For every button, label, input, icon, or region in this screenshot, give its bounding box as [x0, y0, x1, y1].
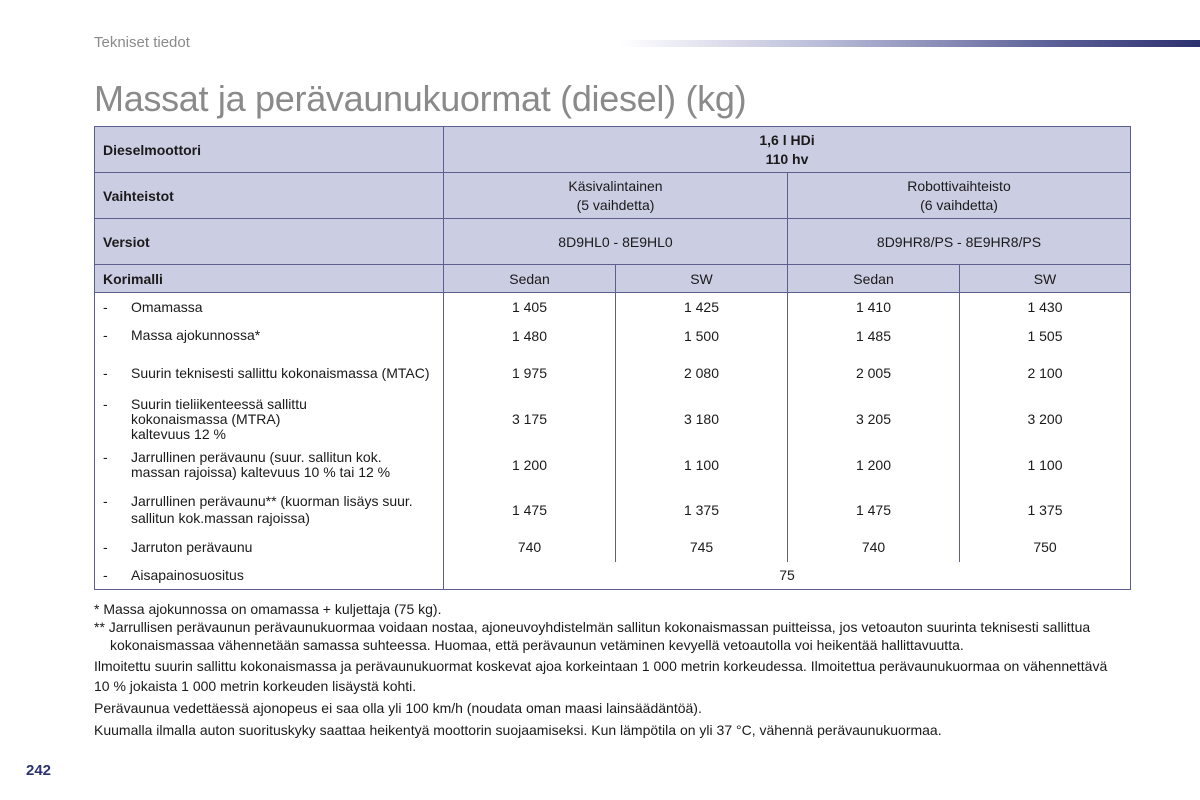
header-gradient-bar [620, 40, 1200, 47]
value-cell: 1 430 [960, 293, 1131, 322]
body-type-cell: Sedan [444, 265, 616, 293]
row-dash: - [103, 364, 108, 381]
value-cell: 2 080 [616, 350, 788, 397]
value-cell: 2 100 [960, 350, 1131, 397]
gearbox-robot-line1: Robottivaihteisto [907, 177, 1011, 194]
value-cell: 1 375 [616, 488, 788, 533]
body-type-cell: SW [960, 265, 1131, 293]
value-cell: 1 200 [444, 442, 616, 488]
value-cell: 750 [960, 533, 1131, 562]
table-row [95, 562, 1131, 590]
row-label-cell [95, 562, 444, 590]
row-dash: - [103, 327, 108, 343]
value-cell: 1 475 [444, 488, 616, 533]
table-row [95, 322, 1131, 350]
value-cell: 1 500 [616, 322, 788, 350]
value-cell: 1 975 [444, 350, 616, 397]
value-cell: 3 180 [616, 397, 788, 442]
note-altitude: Ilmoitettu suurin sallittu kokonaismassa ja perävaunukuormat koskevat ajoa korkeintaan 1 000 metrin korkeudessa. Ilmoitettua perävaunukuormaa on vähennettävä 10 % jokaista 1 000 metrin korkeuden lisäystä kohti. [94, 658, 1108, 694]
row-dash: - [103, 298, 108, 315]
engine-line1: 1,6 l HDi [759, 131, 815, 148]
row-label: Jarrullinen perävaunu (suur. sallitun kok. massan rajoissa) kaltevuus 10 % tai 12 % [131, 448, 391, 480]
value-cell: 1 375 [960, 488, 1131, 533]
table-row [95, 293, 1131, 322]
value-cell: 740 [788, 533, 960, 562]
version-robot: 8D9HR8/PS - 8E9HR8/PS [788, 219, 1131, 265]
value-cell: 1 485 [788, 322, 960, 350]
row-label: Suurin teknisesti sallittu kokonaismassa (MTAC) [131, 364, 430, 381]
value-cell: 745 [616, 533, 788, 562]
gearbox-label: Vaihteistot [95, 173, 444, 219]
row-dash: - [103, 395, 108, 412]
body-type-row [95, 265, 1131, 293]
value-cell: 1 410 [788, 293, 960, 322]
value-cell: 2 005 [788, 350, 960, 397]
table-row [95, 488, 1131, 533]
version-manual: 8D9HL0 - 8E9HL0 [444, 219, 788, 265]
footnotes [94, 600, 1124, 740]
row-label-cell [95, 488, 444, 533]
engine-line2: 110 hv [765, 150, 809, 167]
engine-value [444, 127, 1131, 173]
row-dash: - [103, 493, 108, 509]
table-row [95, 350, 1131, 397]
row-label: Suurin tieliikenteessä sallittu kokonaismassa (MTRA) kaltevuus 12 % [131, 395, 307, 442]
row-label: Massa ajokunnossa* [131, 327, 261, 343]
mass-table [94, 126, 1131, 590]
row-label: Aisapainosuositus [131, 566, 244, 583]
row-dash: - [103, 566, 108, 583]
row-label-cell [95, 442, 444, 488]
body-type-label: Korimalli [95, 265, 444, 293]
versions-label: Versiot [95, 219, 444, 265]
note-speed: Perävaunua vedettäessä ajonopeus ei saa olla yli 100 km/h (noudata oman maasi lainsäädäntöä). [94, 700, 702, 716]
value-cell: 1 200 [788, 442, 960, 488]
value-cell: 1 100 [960, 442, 1131, 488]
row-label-cell [95, 533, 444, 562]
engine-label: Dieselmoottori [95, 127, 444, 173]
value-cell: 1 425 [616, 293, 788, 322]
value-cell: 1 100 [616, 442, 788, 488]
towbar-load-value: 75 [444, 562, 1131, 590]
row-label: Jarrullinen perävaunu** (kuorman lisäys suur. sallitun kok.massan rajoissa) [131, 493, 413, 526]
body-type-cell: SW [616, 265, 788, 293]
row-label: Jarruton perävaunu [131, 538, 253, 555]
value-cell: 3 200 [960, 397, 1131, 442]
footnote-1: * Massa ajokunnossa on omamassa + kuljettaja (75 kg). [94, 601, 442, 617]
value-cell: 3 175 [444, 397, 616, 442]
row-label-cell [95, 350, 444, 397]
gearbox-manual-line2: (5 vaihdetta) [576, 196, 655, 213]
table-row [95, 442, 1131, 488]
section-label: Tekniset tiedot [94, 34, 190, 51]
value-cell: 1 505 [960, 322, 1131, 350]
versions-row [95, 219, 1131, 265]
value-cell: 3 205 [788, 397, 960, 442]
value-cell: 1 475 [788, 488, 960, 533]
value-cell: 1 480 [444, 322, 616, 350]
note-temperature: Kuumalla ilmalla auton suorituskyky saattaa heikentyä moottorin suojaamiseksi. Kun lämpötila on yli 37 °C, vähennä perävaunukuormaa. [94, 722, 942, 738]
row-dash: - [103, 448, 108, 465]
page-number: 242 [26, 762, 52, 779]
row-label: Omamassa [131, 298, 203, 315]
value-cell: 1 405 [444, 293, 616, 322]
body-type-cell: Sedan [788, 265, 960, 293]
table-row [95, 397, 1131, 442]
engine-row [95, 127, 1131, 173]
gearbox-manual-line1: Käsivalintainen [568, 177, 663, 194]
row-dash: - [103, 538, 108, 555]
gearbox-row [95, 173, 1131, 219]
row-label-cell [95, 293, 444, 322]
table-row [95, 533, 1131, 562]
gearbox-robot-line2: (6 vaihdetta) [920, 196, 998, 213]
row-label-cell [95, 322, 444, 350]
row-label-cell [95, 397, 444, 442]
value-cell: 740 [444, 533, 616, 562]
page-title: Massat ja perävaunukuormat (diesel) (kg) [94, 78, 747, 119]
footnote-2: ** Jarrullisen perävaunun perävaunukuormaa voidaan nostaa, ajoneuvoyhdistelmän sallitun kokonaismassan puitteissa, jos vetoauton suurinta teknisesti sallittua kokonaismassaa vähennetään samassa suhteessa. Huomaa, että perävaunun vetäminen kevyellä vetoautolla voi heikentää hallittavuutta. [94, 619, 1091, 653]
gearbox-manual [444, 173, 788, 219]
gearbox-robot [788, 173, 1131, 219]
